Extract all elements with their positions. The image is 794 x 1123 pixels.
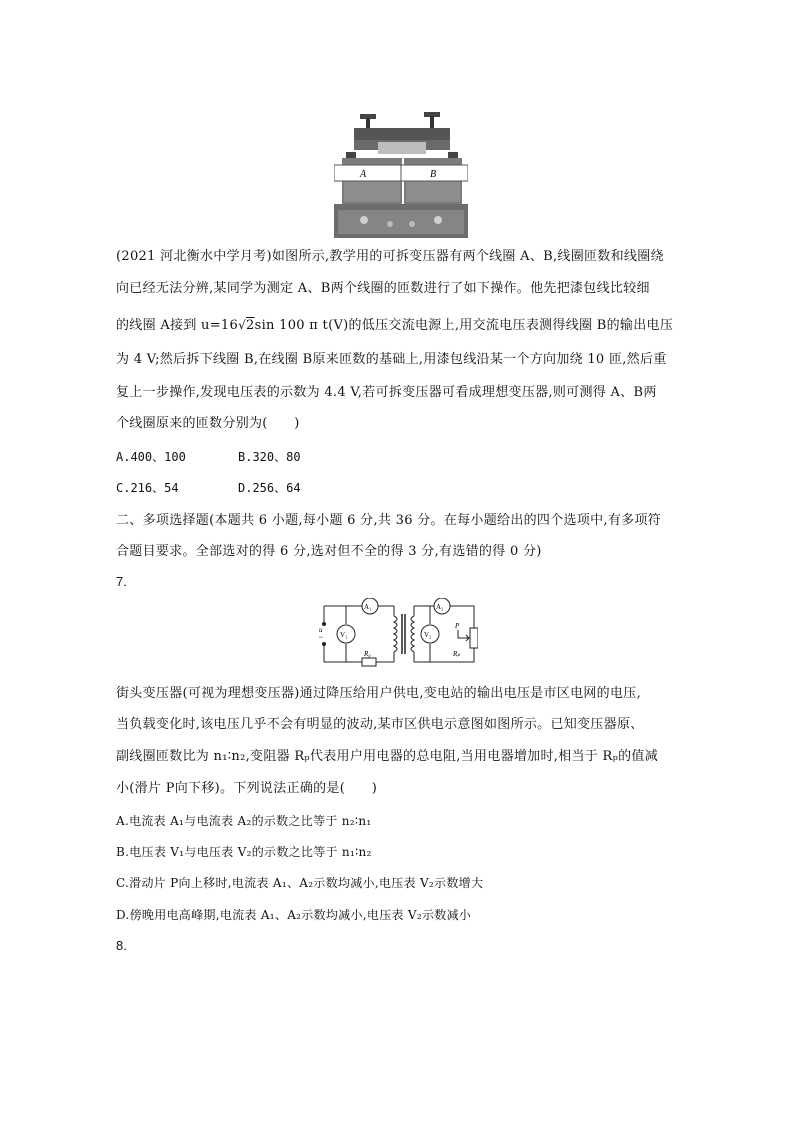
q6-line-2: 向已经无法分辨,某同学为测定 A、B两个线圈的匝数进行了如下操作。他先把漆包线比较细 [116, 281, 650, 296]
coil-a-label: A [360, 169, 367, 180]
q7-line-4: 小(滑片 P向下移)。下列说法正确的是( ) [116, 781, 378, 796]
circuit-label-v2: V₂ [424, 631, 432, 639]
q7-option-c: C.滑动片 P向上移时,电流表 A₁、A₂示数均减小,电压表 V₂示数增大 [116, 876, 484, 890]
q6-line-3: 的线圈 A接到 u=16√2sin 100 π t(V)的低压交流电源上,用交流电压表测得线圈 B的输出电压 [116, 318, 674, 333]
q6-line-1: (2021 河北衡水中学月考)如图所示,教学用的可拆变压器有两个线圈 A、B,线圈匝数和线圈绕 [116, 249, 664, 264]
question-8-number: 8. [116, 938, 127, 953]
circuit-label-r0: R₀ [364, 650, 371, 658]
circuit-label-a1: A₁ [364, 603, 372, 611]
transformer-photo [334, 112, 468, 240]
section-2-heading-line-2: 合题目要求。全部选对的得 6 分,选对但不全的得 3 分,有选错的得 0 分) [116, 544, 542, 559]
ac-source-symbol: ~ [319, 634, 323, 642]
circuit-label-p: P [455, 622, 460, 630]
q7-option-b: B.电压表 V₁与电压表 V₂的示数之比等于 n₁∶n₂ [116, 845, 372, 859]
circuit-label-v1: V₁ [340, 631, 348, 639]
q6-line-6: 个线圈原来的匝数分别为( ) [116, 416, 300, 431]
question-7-number: 7. [116, 574, 127, 589]
circuit-label-a2: A₂ [436, 603, 444, 611]
circuit-label-u: u [319, 626, 323, 634]
circuit-diagram [318, 598, 478, 670]
q7-line-3: 副线圈匝数比为 n₁∶n₂,变阻器 Rₚ代表用户用电器的总电阻,当用电器增加时,相当于 Rₚ的值减 [116, 749, 659, 764]
q7-option-d: D.傍晚用电高峰期,电流表 A₁、A₂示数均减小,电压表 V₂示数减小 [116, 908, 472, 922]
section-2-heading-line-1: 二、多项选择题(本题共 6 小题,每小题 6 分,共 36 分。在每小题给出的四个选项中,有多项符 [116, 513, 662, 528]
q7-line-1: 街头变压器(可视为理想变压器)通过降压给用户供电,变电站的输出电压是市区电网的电压, [116, 686, 642, 701]
circuit-label-rp: Rₚ [453, 650, 461, 658]
q6-option-b: B.320、80 [238, 450, 301, 464]
q6-option-c: C.216、54 [116, 481, 179, 495]
q6-option-d: D.256、64 [238, 481, 301, 495]
q6-line-4: 为 4 V;然后拆下线圈 B,在线圈 B原来匝数的基础上,用漆包线沿某一个方向加绕 10 匝,然后重 [116, 352, 667, 367]
q6-line-5: 复上一步操作,发现电压表的示数为 4.4 V,若可拆变压器可看成理想变压器,则可测得 A、B两 [116, 385, 657, 400]
q6-option-a: A.400、100 [116, 450, 186, 464]
coil-b-label: B [430, 169, 437, 180]
q7-line-2: 当负载变化时,该电压几乎不会有明显的波动,某市区供电示意图如图所示。已知变压器原、 [116, 717, 644, 732]
q7-option-a: A.电流表 A₁与电流表 A₂的示数之比等于 n₂∶n₁ [116, 814, 372, 828]
